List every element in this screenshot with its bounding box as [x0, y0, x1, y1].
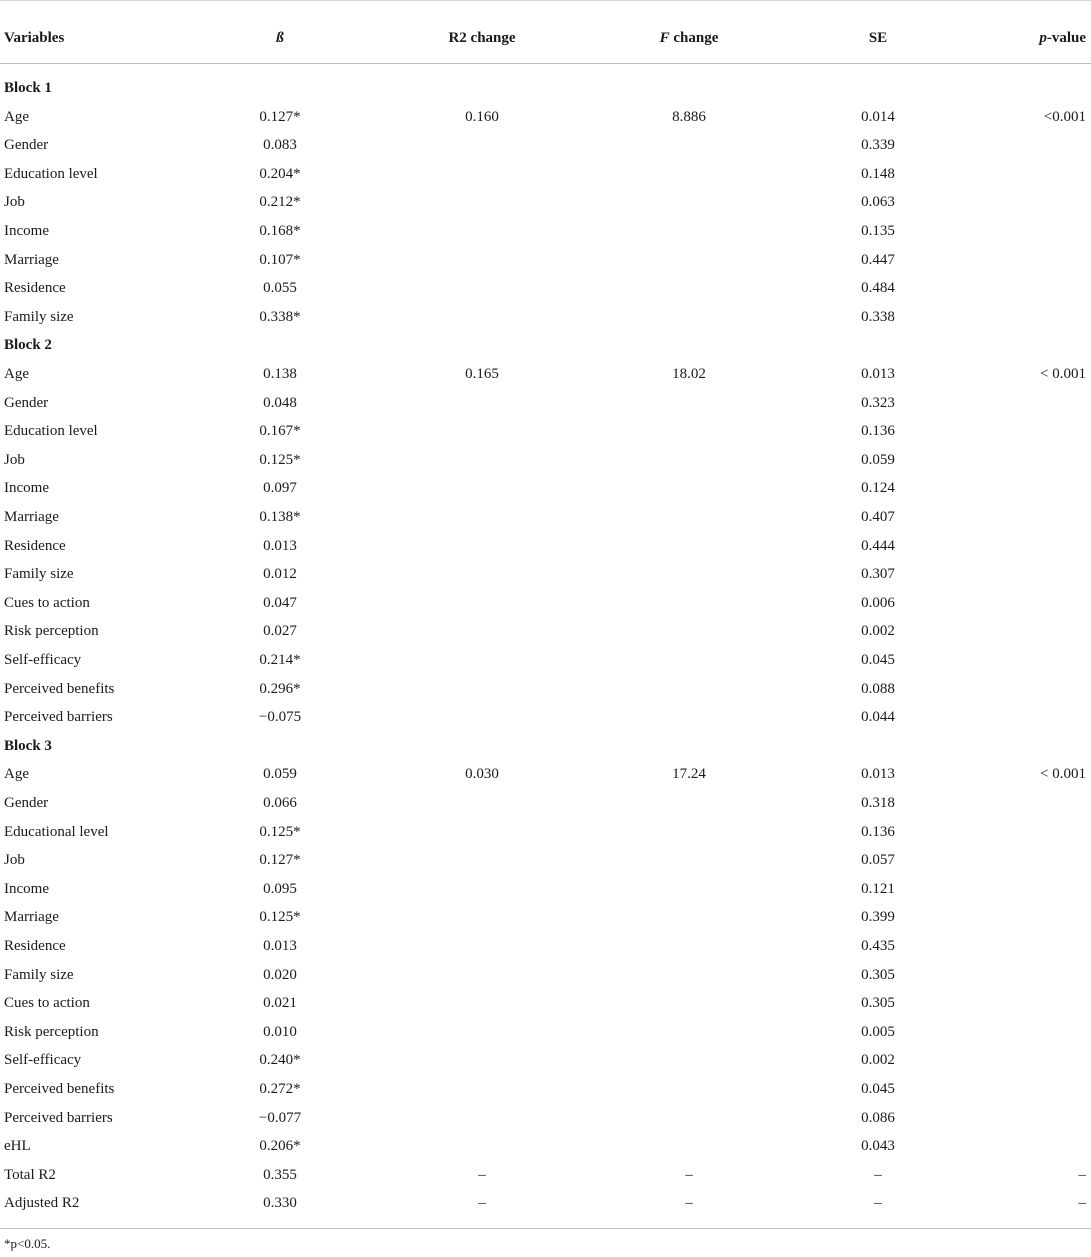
- cell-beta: 0.097: [263, 480, 297, 497]
- cell-f-change: [639, 159, 739, 189]
- table-row: [0, 931, 1091, 961]
- block-label: Block 2: [4, 337, 52, 354]
- table-row: [0, 273, 1091, 303]
- cell-variable: Cues to action: [4, 995, 90, 1012]
- cell-variable: Residence: [4, 938, 66, 954]
- cell-variable: Adjusted R2: [4, 1195, 80, 1212]
- cell-se: –: [874, 1195, 882, 1212]
- cell-beta: 0.214*: [259, 652, 301, 668]
- cell-beta: 0.355: [263, 1166, 297, 1183]
- cell-se: 0.407: [861, 509, 895, 525]
- cell-se: 0.305: [861, 995, 895, 1012]
- cell-f-change: [639, 416, 739, 446]
- cell-r2-change: [432, 130, 532, 160]
- cell-variable: Marriage: [4, 909, 59, 926]
- cell-beta: 0.272*: [259, 1081, 301, 1097]
- cell-variable: Marriage: [4, 251, 59, 268]
- cell-f-change: –: [685, 1166, 693, 1183]
- cell-variable: Age: [4, 366, 29, 382]
- table-row: [0, 1045, 1091, 1075]
- cell-f-change: [639, 874, 739, 904]
- cell-beta: 0.338*: [259, 308, 301, 325]
- cell-beta: 0.059: [263, 766, 297, 783]
- cell-f-change: [639, 674, 739, 704]
- cell-se: 0.136: [861, 423, 895, 440]
- cell-beta: 0.206*: [259, 1138, 301, 1155]
- cell-variable: Job: [4, 194, 25, 211]
- cell-se: –: [874, 1166, 882, 1183]
- cell-variable: Perceived benefits: [4, 680, 115, 697]
- cell-r2-change: [432, 416, 532, 446]
- cell-f-change: [639, 845, 739, 875]
- cell-beta: 0.212*: [259, 194, 301, 211]
- cell-se: 0.318: [861, 795, 895, 811]
- cell-se: 0.399: [861, 909, 895, 926]
- cell-beta: 0.138: [263, 366, 297, 382]
- table-row: [0, 359, 1091, 389]
- cell-f-change: [639, 273, 739, 303]
- cell-r2-change: 0.030: [465, 766, 499, 783]
- cell-variable: Perceived barriers: [4, 1109, 113, 1126]
- cell-r2-change: [432, 1131, 532, 1161]
- cell-variable: Educational level: [4, 823, 109, 840]
- cell-r2-change: [432, 902, 532, 932]
- table-row: [0, 102, 1091, 132]
- cell-r2-change: [432, 702, 532, 732]
- cell-f-change: [639, 702, 739, 732]
- table-row: [0, 1074, 1091, 1104]
- bottom-rule: [0, 1228, 1091, 1229]
- cell-r2-change: [432, 1074, 532, 1104]
- cell-f-change: [639, 788, 739, 818]
- cell-r2-change: [432, 988, 532, 1018]
- cell-variable: Income: [4, 880, 49, 897]
- header-r2-change: R2 change: [448, 30, 516, 46]
- cell-r2-change: 0.165: [465, 366, 499, 382]
- cell-se: 0.043: [861, 1138, 895, 1155]
- cell-beta: 0.240*: [259, 1052, 301, 1069]
- cell-r2-change: [432, 502, 532, 532]
- header-f-symbol: F: [659, 30, 670, 46]
- cell-variable: Job: [4, 451, 25, 468]
- cell-se: 0.305: [861, 966, 895, 983]
- table-row: [0, 817, 1091, 847]
- cell-beta: 0.013: [263, 537, 297, 554]
- cell-se: 0.121: [861, 880, 895, 897]
- cell-variable: Gender: [4, 394, 49, 411]
- cell-beta: 0.013: [263, 938, 297, 954]
- cell-f-change: [639, 245, 739, 275]
- table-row: [0, 473, 1091, 503]
- table-row: [0, 674, 1091, 704]
- table-row: [0, 702, 1091, 732]
- cell-r2-change: –: [478, 1195, 486, 1212]
- table-row: [0, 960, 1091, 990]
- cell-variable: Perceived benefits: [4, 1081, 115, 1097]
- cell-variable: Cues to action: [4, 594, 90, 611]
- cell-se: 0.307: [861, 566, 895, 583]
- cell-variable: Age: [4, 766, 29, 783]
- table-row: [0, 616, 1091, 646]
- cell-se: 0.136: [861, 823, 895, 840]
- cell-beta: −0.075: [258, 709, 302, 726]
- cell-variable: Family size: [4, 566, 74, 583]
- table-row: [0, 416, 1091, 446]
- cell-f-change: [639, 445, 739, 475]
- cell-r2-change: [432, 531, 532, 561]
- cell-se: 0.002: [861, 1052, 895, 1069]
- cell-r2-change: [432, 559, 532, 589]
- cell-beta: 0.167*: [259, 423, 301, 440]
- cell-r2-change: [432, 273, 532, 303]
- block-header-row: [0, 330, 1091, 360]
- header-p-symbol: p: [1039, 30, 1047, 46]
- cell-r2-change: [432, 159, 532, 189]
- table-row: [0, 531, 1091, 561]
- top-rule: [0, 0, 1091, 1]
- cell-f-change: [639, 302, 739, 332]
- cell-f-change: [639, 817, 739, 847]
- cell-beta: 0.127*: [259, 108, 301, 125]
- cell-f-change: [639, 1103, 739, 1133]
- table-row: [0, 130, 1091, 160]
- cell-se: 0.338: [861, 308, 895, 325]
- cell-r2-change: [432, 1045, 532, 1075]
- cell-beta: 0.010: [263, 1023, 297, 1040]
- cell-f-change: [639, 1017, 739, 1047]
- cell-se: 0.135: [861, 223, 895, 239]
- table-row: [0, 645, 1091, 675]
- cell-beta: −0.077: [258, 1109, 302, 1126]
- cell-se: 0.045: [861, 1081, 895, 1097]
- cell-variable: Age: [4, 108, 29, 125]
- cell-variable: Self-efficacy: [4, 652, 82, 668]
- cell-beta: 0.012: [263, 566, 297, 583]
- cell-f-change: [639, 931, 739, 961]
- cell-beta: 0.083: [263, 137, 297, 154]
- cell-f-change: [639, 1074, 739, 1104]
- cell-f-change: [639, 130, 739, 160]
- cell-f-change: 18.02: [672, 366, 706, 382]
- cell-f-change: [639, 988, 739, 1018]
- cell-variable: Self-efficacy: [4, 1052, 82, 1069]
- table-row: [0, 159, 1091, 189]
- cell-se: 0.086: [861, 1109, 895, 1126]
- table-header-row: [0, 23, 1091, 53]
- cell-se: 0.013: [861, 766, 895, 783]
- cell-beta: 0.048: [263, 394, 297, 411]
- cell-variable: eHL: [4, 1138, 31, 1155]
- cell-f-change: [639, 473, 739, 503]
- block-label: Block 3: [4, 737, 52, 754]
- table-row: [0, 788, 1091, 818]
- cell-r2-change: [432, 216, 532, 246]
- table-row: [0, 902, 1091, 932]
- header-f-change: [639, 23, 739, 53]
- cell-f-change: [639, 645, 739, 675]
- block-label: Block 1: [4, 80, 52, 96]
- cell-beta: 0.027: [263, 623, 297, 640]
- cell-se: 0.045: [861, 652, 895, 668]
- table-row: [0, 1131, 1091, 1161]
- cell-variable: Education level: [4, 165, 98, 182]
- cell-r2-change: [432, 645, 532, 675]
- cell-f-change: [639, 960, 739, 990]
- cell-r2-change: –: [478, 1166, 486, 1183]
- cell-beta: 0.330: [263, 1195, 297, 1212]
- table-row: [0, 588, 1091, 618]
- cell-se: 0.057: [861, 852, 895, 869]
- cell-f-change: [639, 388, 739, 418]
- table-row: [0, 559, 1091, 589]
- cell-variable: Residence: [4, 537, 66, 554]
- cell-variable: Total R2: [4, 1166, 56, 1183]
- cell-variable: Perceived barriers: [4, 709, 113, 726]
- cell-r2-change: [432, 187, 532, 217]
- table-footnote: [4, 1234, 50, 1254]
- header-se: SE: [868, 30, 888, 46]
- cell-se: 0.005: [861, 1023, 895, 1040]
- cell-variable: Gender: [4, 795, 49, 811]
- cell-r2-change: [432, 817, 532, 847]
- cell-beta: 0.204*: [259, 165, 301, 182]
- cell-f-change: [639, 616, 739, 646]
- cell-variable: Risk perception: [4, 623, 99, 640]
- block-header-row: [0, 731, 1091, 761]
- cell-f-change: [639, 216, 739, 246]
- cell-r2-change: [432, 874, 532, 904]
- cell-beta: 0.020: [263, 966, 297, 983]
- cell-beta: 0.125*: [259, 909, 301, 926]
- cell-se: 0.447: [861, 251, 895, 268]
- header-f-label: change: [669, 30, 719, 46]
- table-row: [0, 502, 1091, 532]
- cell-variable: Risk perception: [4, 1023, 99, 1040]
- cell-f-change: [639, 187, 739, 217]
- cell-se: 0.044: [861, 709, 895, 726]
- table-row: [0, 445, 1091, 475]
- cell-f-change: –: [685, 1195, 693, 1212]
- cell-beta: 0.095: [263, 880, 297, 897]
- cell-r2-change: [432, 960, 532, 990]
- cell-beta: 0.055: [263, 280, 297, 297]
- cell-r2-change: [432, 445, 532, 475]
- cell-se: 0.484: [861, 280, 895, 297]
- cell-beta: 0.125*: [259, 823, 301, 840]
- header-p-label: -value: [1046, 30, 1086, 46]
- table-row: [0, 845, 1091, 875]
- cell-se: 0.013: [861, 366, 895, 382]
- table-row: [0, 874, 1091, 904]
- cell-se: 0.063: [861, 194, 895, 211]
- cell-variable: Marriage: [4, 509, 59, 525]
- cell-f-change: [639, 588, 739, 618]
- cell-r2-change: [432, 788, 532, 818]
- cell-f-change: 17.24: [672, 766, 706, 783]
- cell-r2-change: [432, 245, 532, 275]
- cell-f-change: 8.886: [672, 108, 706, 125]
- cell-se: 0.444: [861, 537, 895, 554]
- cell-beta: 0.107*: [259, 251, 301, 268]
- cell-f-change: [639, 559, 739, 589]
- cell-variable: Family size: [4, 308, 74, 325]
- cell-p-value: < 0.001: [1040, 366, 1086, 382]
- cell-f-change: [639, 902, 739, 932]
- cell-p-value: –: [1078, 1166, 1086, 1183]
- header-variables: Variables: [4, 30, 65, 46]
- cell-f-change: [639, 1131, 739, 1161]
- cell-r2-change: [432, 616, 532, 646]
- cell-beta: 0.047: [263, 594, 297, 611]
- cell-variable: Income: [4, 480, 49, 497]
- header-rule: [0, 63, 1091, 64]
- table-row: [0, 216, 1091, 246]
- cell-beta: 0.296*: [259, 680, 301, 697]
- cell-variable: Income: [4, 223, 49, 239]
- cell-r2-change: [432, 1103, 532, 1133]
- table-row: [0, 988, 1091, 1018]
- table-row: [0, 245, 1091, 275]
- cell-se: 0.088: [861, 680, 895, 697]
- cell-se: 0.014: [861, 108, 895, 125]
- cell-variable: Gender: [4, 137, 49, 154]
- cell-se: 0.006: [861, 594, 895, 611]
- cell-se: 0.124: [861, 480, 895, 497]
- cell-f-change: [639, 1045, 739, 1075]
- cell-beta: 0.021: [263, 995, 297, 1012]
- footnote-text: *p<0.05.: [4, 1236, 51, 1251]
- table-row: [0, 1017, 1091, 1047]
- table-row: [0, 1160, 1091, 1190]
- table-row: [0, 1188, 1091, 1218]
- cell-r2-change: [432, 1017, 532, 1047]
- cell-se: 0.059: [861, 451, 895, 468]
- block-header-row: [0, 73, 1091, 103]
- table-row: [0, 759, 1091, 789]
- header-beta: ß: [276, 30, 284, 46]
- cell-r2-change: [432, 931, 532, 961]
- table-row: [0, 1103, 1091, 1133]
- cell-r2-change: 0.160: [465, 108, 499, 125]
- cell-f-change: [639, 502, 739, 532]
- cell-r2-change: [432, 473, 532, 503]
- cell-r2-change: [432, 388, 532, 418]
- table-row: [0, 302, 1091, 332]
- cell-se: 0.435: [861, 938, 895, 954]
- cell-r2-change: [432, 302, 532, 332]
- cell-beta: 0.066: [263, 795, 297, 811]
- table-row: [0, 187, 1091, 217]
- cell-se: 0.002: [861, 623, 895, 640]
- table-row: [0, 388, 1091, 418]
- cell-beta: 0.125*: [259, 451, 301, 468]
- cell-beta: 0.127*: [259, 852, 301, 869]
- header-p-value: [1039, 23, 1086, 53]
- cell-variable: Job: [4, 852, 25, 869]
- cell-f-change: [639, 531, 739, 561]
- cell-p-value: –: [1078, 1195, 1086, 1212]
- cell-variable: Family size: [4, 966, 74, 983]
- cell-beta: 0.168*: [259, 223, 301, 239]
- cell-p-value: < 0.001: [1040, 766, 1086, 783]
- cell-variable: Education level: [4, 423, 98, 440]
- cell-r2-change: [432, 674, 532, 704]
- cell-variable: Residence: [4, 280, 66, 297]
- cell-se: 0.148: [861, 165, 895, 182]
- cell-se: 0.339: [861, 137, 895, 154]
- cell-r2-change: [432, 845, 532, 875]
- cell-se: 0.323: [861, 394, 895, 411]
- cell-r2-change: [432, 588, 532, 618]
- cell-p-value: <0.001: [1043, 108, 1086, 125]
- cell-beta: 0.138*: [259, 509, 301, 525]
